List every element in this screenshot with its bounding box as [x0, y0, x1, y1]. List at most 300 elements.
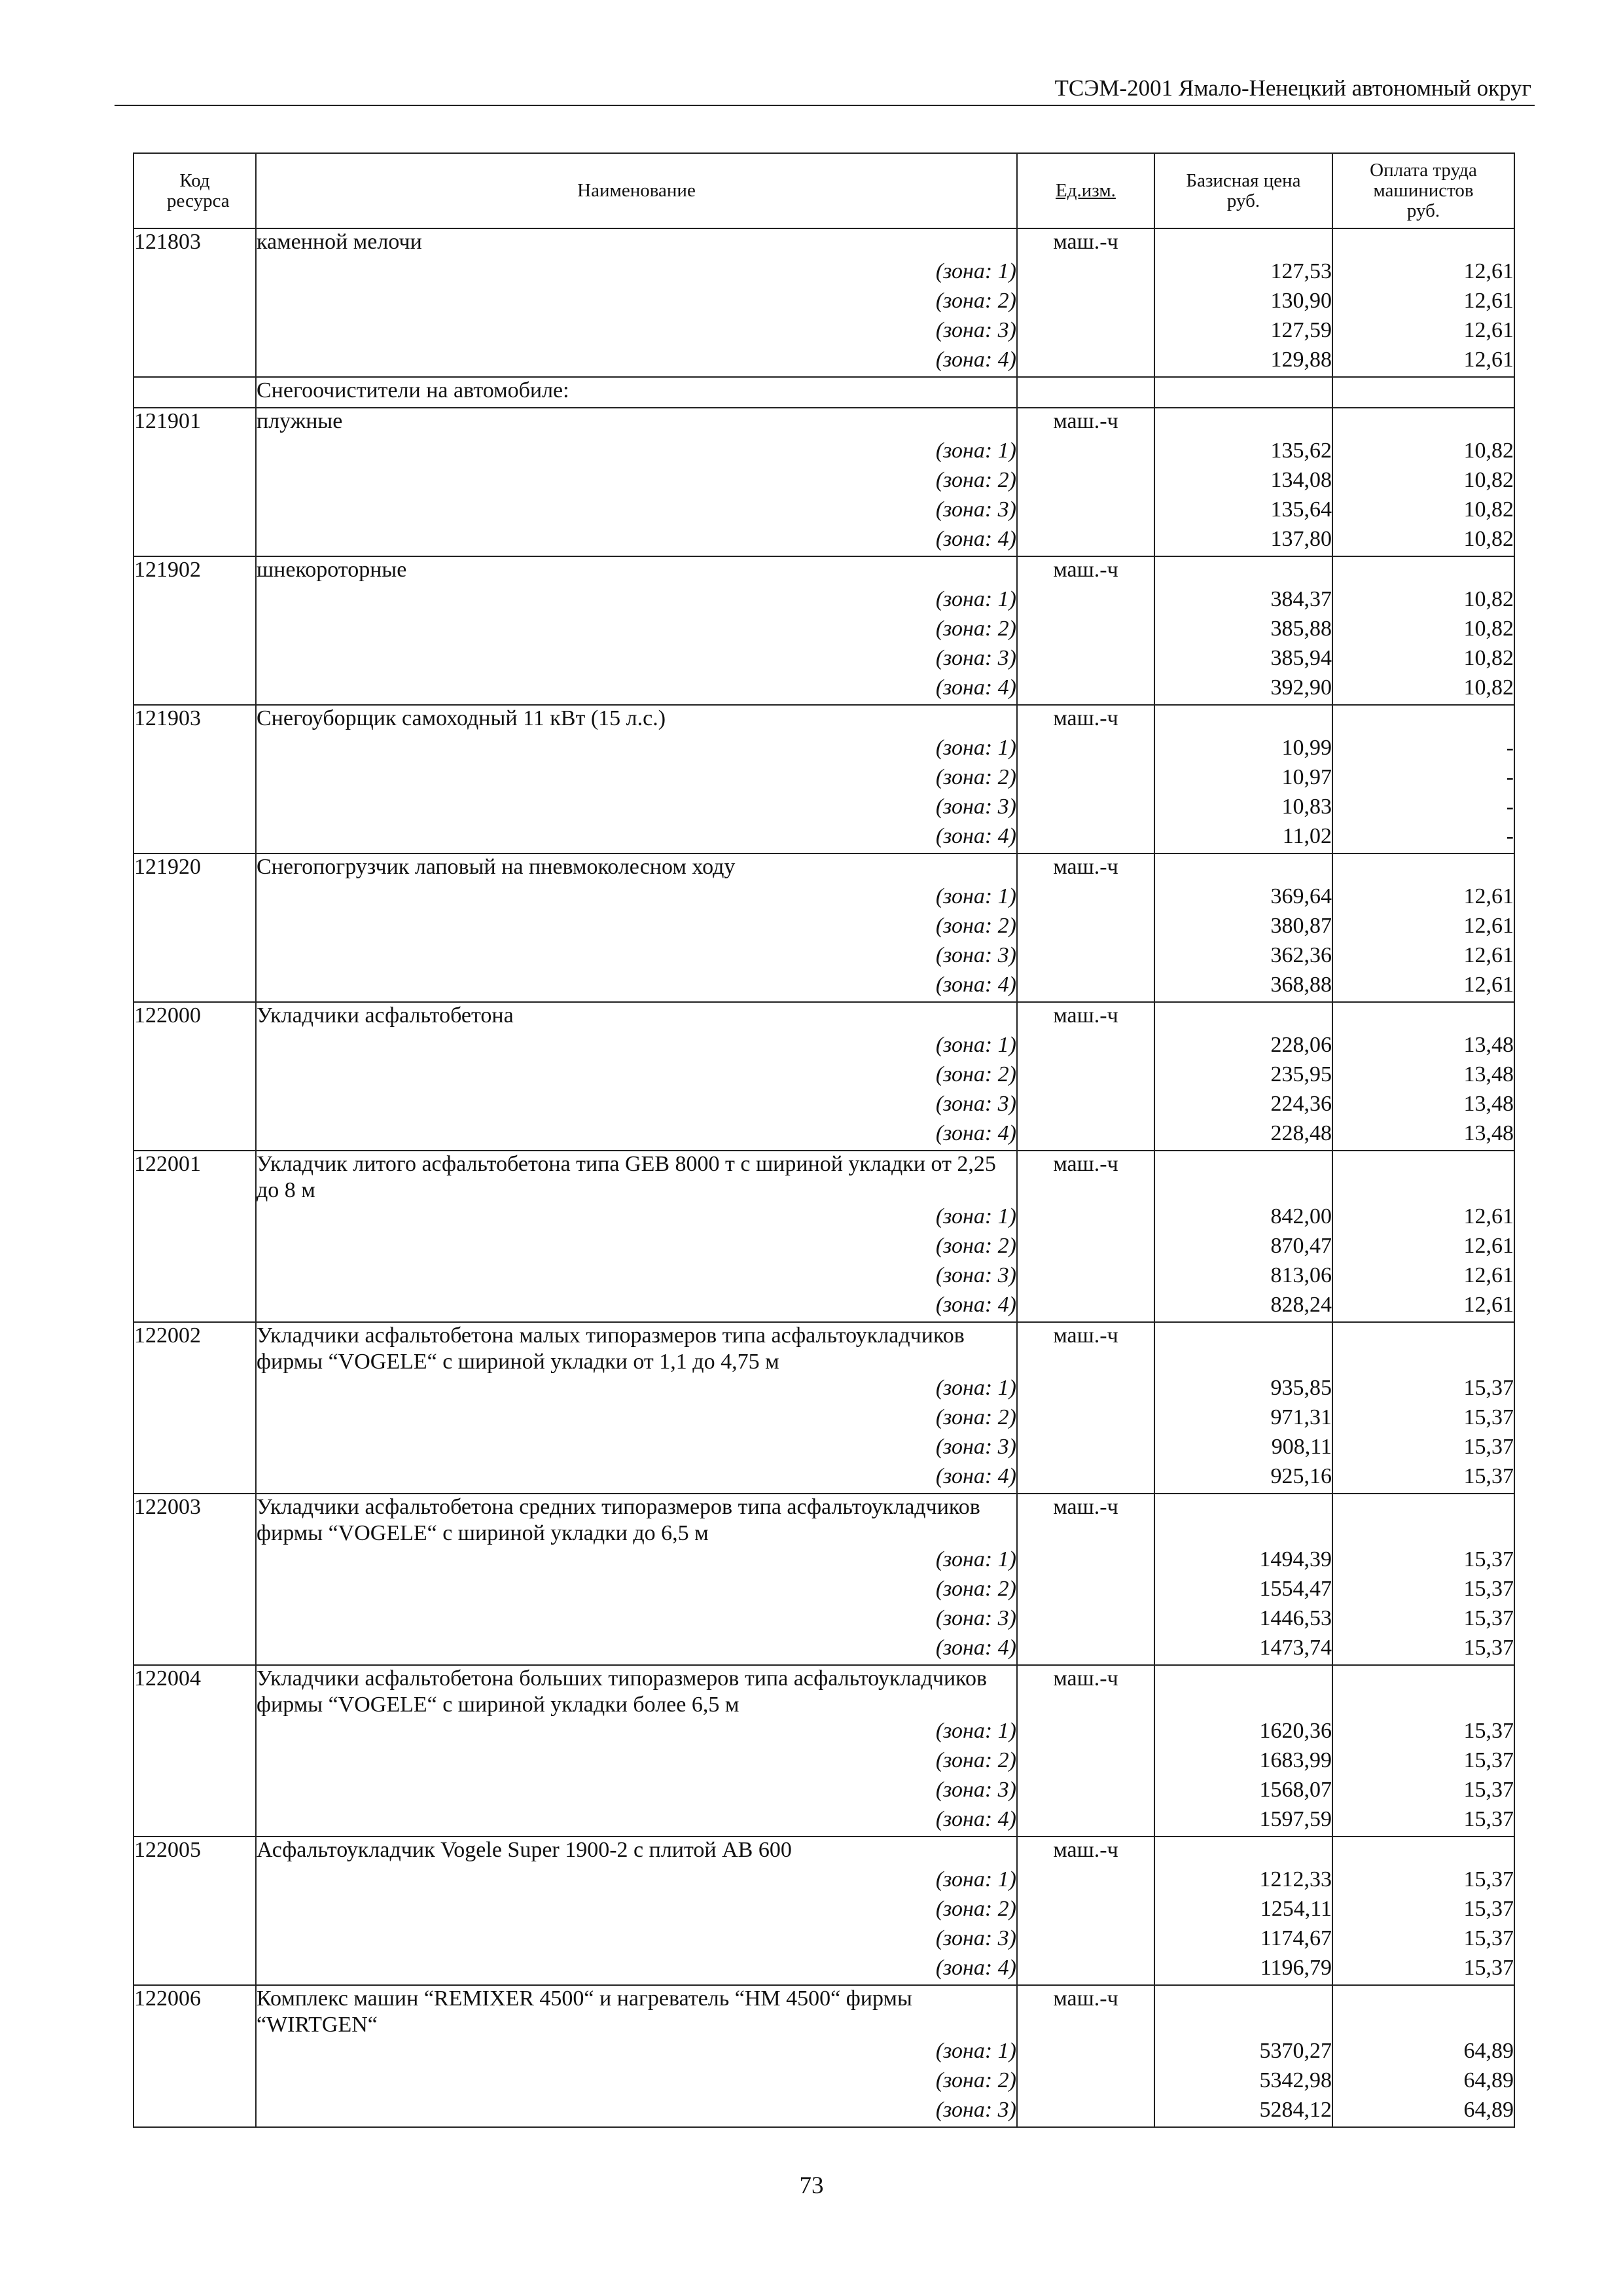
unit-cell — [1017, 1375, 1154, 1405]
base-price-cell: 135,62 — [1154, 438, 1332, 467]
base-price-cell: 5370,27 — [1154, 2038, 1332, 2068]
operator-pay-cell: 15,37 — [1332, 1576, 1514, 1605]
table-row-zone — [134, 1091, 1514, 1121]
operator-pay-cell: 64,89 — [1332, 2068, 1514, 2097]
base-price-cell — [1154, 1322, 1332, 1375]
operator-pay-cell: 13,48 — [1332, 1091, 1514, 1121]
unit-cell — [1017, 1405, 1154, 1434]
table-row-zone — [134, 259, 1514, 288]
table-row-zone — [134, 586, 1514, 616]
operator-pay-cell: 12,61 — [1332, 884, 1514, 913]
base-price-cell: 935,85 — [1154, 1375, 1332, 1405]
unit-cell — [1017, 735, 1154, 764]
unit-cell — [1017, 645, 1154, 675]
base-price-cell: 5342,98 — [1154, 2068, 1332, 2097]
operator-pay-cell — [1332, 377, 1514, 408]
operator-pay-cell — [1332, 1985, 1514, 2038]
table-row-item — [134, 228, 1514, 259]
unit-cell — [1017, 1955, 1154, 1985]
resource-code-cell — [134, 1405, 256, 1434]
resource-code-cell — [134, 1547, 256, 1576]
zone-label-cell: (зона: 1) — [256, 259, 1017, 288]
resource-code-cell — [134, 1292, 256, 1322]
table-row-zone — [134, 1405, 1514, 1434]
operator-pay-cell — [1332, 1002, 1514, 1032]
table-row-zone — [134, 1121, 1514, 1151]
resource-code-cell — [134, 1748, 256, 1777]
operator-pay-cell — [1332, 1494, 1514, 1547]
resource-name-cell: Снегоуборщик самоходный 11 кВт (15 л.с.) — [256, 705, 1017, 735]
operator-pay-cell — [1332, 705, 1514, 735]
zone-label-cell: (зона: 2) — [256, 1896, 1017, 1926]
table-row-zone — [134, 794, 1514, 823]
table-row-zone — [134, 1463, 1514, 1494]
base-price-cell: 1446,53 — [1154, 1605, 1332, 1635]
base-price-cell: 10,83 — [1154, 794, 1332, 823]
unit-cell — [1017, 1032, 1154, 1062]
resource-code-cell — [134, 1434, 256, 1463]
base-price-cell — [1154, 705, 1332, 735]
unit-cell — [1017, 1091, 1154, 1121]
table-row-zone — [134, 1204, 1514, 1233]
base-price-cell: 369,64 — [1154, 884, 1332, 913]
zone-label-cell: (зона: 3) — [256, 1091, 1017, 1121]
unit-cell — [1017, 1926, 1154, 1955]
base-price-cell: 224,36 — [1154, 1091, 1332, 1121]
operator-pay-cell: 12,61 — [1332, 288, 1514, 317]
unit-cell — [1017, 2068, 1154, 2097]
operator-pay-cell: 10,82 — [1332, 645, 1514, 675]
resource-code-cell — [134, 347, 256, 377]
table-row-item — [134, 1665, 1514, 1718]
base-price-cell: 1597,59 — [1154, 1806, 1332, 1837]
base-price-cell: 235,95 — [1154, 1062, 1332, 1091]
base-price-cell: 5284,12 — [1154, 2097, 1332, 2127]
unit-cell — [1017, 1062, 1154, 1091]
operator-pay-cell: 10,82 — [1332, 616, 1514, 645]
base-price-cell: 392,90 — [1154, 675, 1332, 705]
table-row-item — [134, 853, 1514, 884]
zone-label-cell: (зона: 1) — [256, 1547, 1017, 1576]
unit-cell — [1017, 317, 1154, 347]
resource-code-cell — [134, 616, 256, 645]
base-price-cell: 1494,39 — [1154, 1547, 1332, 1576]
unit-cell: маш.-ч — [1017, 1985, 1154, 2038]
base-price-cell: 385,88 — [1154, 616, 1332, 645]
zone-label-cell: (зона: 1) — [256, 1204, 1017, 1233]
base-price-cell: 1174,67 — [1154, 1926, 1332, 1955]
zone-label-cell: (зона: 2) — [256, 467, 1017, 497]
zone-label-cell: (зона: 2) — [256, 1405, 1017, 1434]
table-row-item — [134, 408, 1514, 438]
table-row-zone — [134, 913, 1514, 942]
operator-pay-cell: 64,89 — [1332, 2038, 1514, 2068]
operator-pay-cell: 15,37 — [1332, 1926, 1514, 1955]
zone-label-cell: (зона: 1) — [256, 2038, 1017, 2068]
table-row-zone — [134, 288, 1514, 317]
unit-cell — [1017, 586, 1154, 616]
table-row-zone — [134, 2068, 1514, 2097]
base-price-cell: 129,88 — [1154, 347, 1332, 377]
zone-label-cell: (зона: 2) — [256, 1233, 1017, 1263]
table-row-zone — [134, 1635, 1514, 1665]
unit-cell — [1017, 1292, 1154, 1322]
zone-label-cell: (зона: 3) — [256, 794, 1017, 823]
operator-pay-cell: 12,61 — [1332, 1292, 1514, 1322]
unit-cell — [1017, 1896, 1154, 1926]
operator-pay-cell: 15,37 — [1332, 1463, 1514, 1494]
table-row-zone — [134, 1576, 1514, 1605]
col-header-unit-label: Ед.изм. — [1056, 180, 1116, 201]
zone-label-cell: (зона: 3) — [256, 1605, 1017, 1635]
base-price-cell: 1568,07 — [1154, 1777, 1332, 1806]
unit-cell — [1017, 1463, 1154, 1494]
resource-code-cell — [134, 1806, 256, 1837]
resource-code-cell — [134, 1576, 256, 1605]
operator-pay-cell: - — [1332, 794, 1514, 823]
table-row-zone — [134, 347, 1514, 377]
resource-code-cell — [134, 1204, 256, 1233]
table-row-zone — [134, 735, 1514, 764]
unit-cell — [1017, 1806, 1154, 1837]
unit-cell — [1017, 497, 1154, 526]
zone-label-cell: (зона: 1) — [256, 438, 1017, 467]
operator-pay-cell: 12,61 — [1332, 259, 1514, 288]
unit-cell — [1017, 1576, 1154, 1605]
zone-label-cell: (зона: 2) — [256, 288, 1017, 317]
resource-name-cell: Укладчики асфальтобетона малых типоразмеров типа асфальтоукладчиков фирмы “VOGELE“ с шириной укладки от 1,1 до 4,75 м — [256, 1322, 1017, 1375]
operator-pay-cell: 10,82 — [1332, 497, 1514, 526]
unit-cell — [1017, 347, 1154, 377]
resource-name-cell: Снегоочистители на автомобиле: — [256, 377, 1017, 408]
zone-label-cell: (зона: 2) — [256, 1748, 1017, 1777]
resource-code-cell: 121901 — [134, 408, 256, 438]
table-row-zone — [134, 1777, 1514, 1806]
base-price-cell — [1154, 1837, 1332, 1867]
table-row-zone — [134, 1062, 1514, 1091]
col-header-unit — [1017, 153, 1154, 228]
resource-code-cell — [134, 1062, 256, 1091]
resource-code-cell — [134, 913, 256, 942]
resource-code-cell — [134, 735, 256, 764]
table-row-zone — [134, 1375, 1514, 1405]
unit-cell — [1017, 1777, 1154, 1806]
table-row-item — [134, 1837, 1514, 1867]
unit-cell — [1017, 467, 1154, 497]
base-price-cell: 925,16 — [1154, 1463, 1332, 1494]
table-row-zone — [134, 675, 1514, 705]
unit-cell — [1017, 259, 1154, 288]
base-price-cell: 368,88 — [1154, 972, 1332, 1002]
resource-code-cell: 121903 — [134, 705, 256, 735]
base-price-cell: 1254,11 — [1154, 1896, 1332, 1926]
operator-pay-cell: 15,37 — [1332, 1605, 1514, 1635]
table-row-item — [134, 1322, 1514, 1375]
resource-code-cell: 121920 — [134, 853, 256, 884]
operator-pay-cell: 15,37 — [1332, 1547, 1514, 1576]
unit-cell — [1017, 1718, 1154, 1748]
resource-code-cell: 122001 — [134, 1151, 256, 1204]
table-row-zone — [134, 645, 1514, 675]
base-price-cell: 384,37 — [1154, 586, 1332, 616]
resource-code-cell — [134, 1896, 256, 1926]
resource-price-table — [133, 152, 1515, 2128]
unit-cell: маш.-ч — [1017, 1002, 1154, 1032]
resource-code-cell — [134, 497, 256, 526]
base-price-cell — [1154, 1494, 1332, 1547]
table-row-zone — [134, 2038, 1514, 2068]
zone-label-cell: (зона: 4) — [256, 972, 1017, 1002]
operator-pay-cell: 12,61 — [1332, 317, 1514, 347]
unit-cell — [1017, 1233, 1154, 1263]
base-price-cell — [1154, 853, 1332, 884]
operator-pay-cell — [1332, 556, 1514, 586]
base-price-cell — [1154, 408, 1332, 438]
base-price-cell: 135,64 — [1154, 497, 1332, 526]
base-price-cell — [1154, 377, 1332, 408]
base-price-cell: 127,53 — [1154, 259, 1332, 288]
resource-name-cell: Снегопогрузчик лаповый на пневмоколесном ходу — [256, 853, 1017, 884]
operator-pay-cell: 13,48 — [1332, 1032, 1514, 1062]
operator-pay-cell — [1332, 1151, 1514, 1204]
unit-cell — [1017, 1121, 1154, 1151]
table-row-zone — [134, 1718, 1514, 1748]
unit-cell — [1017, 377, 1154, 408]
zone-label-cell: (зона: 2) — [256, 616, 1017, 645]
resource-code-cell — [134, 645, 256, 675]
unit-cell — [1017, 526, 1154, 556]
resource-code-cell — [134, 288, 256, 317]
table-row-item — [134, 1151, 1514, 1204]
operator-pay-cell: 13,48 — [1332, 1121, 1514, 1151]
resource-code-cell: 122004 — [134, 1665, 256, 1718]
resource-code-cell — [134, 1091, 256, 1121]
table-row-zone — [134, 884, 1514, 913]
unit-cell — [1017, 288, 1154, 317]
table-row-zone — [134, 1032, 1514, 1062]
unit-cell — [1017, 1635, 1154, 1665]
resource-code-cell — [134, 884, 256, 913]
zone-label-cell: (зона: 3) — [256, 317, 1017, 347]
operator-pay-cell: 12,61 — [1332, 913, 1514, 942]
resource-name-cell: каменной мелочи — [256, 228, 1017, 259]
unit-cell — [1017, 794, 1154, 823]
resource-code-cell — [134, 2068, 256, 2097]
resource-code-cell — [134, 2097, 256, 2127]
resource-code-cell: 122003 — [134, 1494, 256, 1547]
resource-code-cell — [134, 675, 256, 705]
operator-pay-cell: 15,37 — [1332, 1955, 1514, 1985]
zone-label-cell: (зона: 2) — [256, 764, 1017, 794]
base-price-cell — [1154, 1002, 1332, 1032]
operator-pay-cell: 12,61 — [1332, 1233, 1514, 1263]
base-price-cell: 1683,99 — [1154, 1748, 1332, 1777]
operator-pay-cell: 15,37 — [1332, 1434, 1514, 1463]
operator-pay-cell — [1332, 1322, 1514, 1375]
table-row-item — [134, 705, 1514, 735]
base-price-cell: 130,90 — [1154, 288, 1332, 317]
zone-label-cell: (зона: 3) — [256, 1434, 1017, 1463]
base-price-cell: 1554,47 — [1154, 1576, 1332, 1605]
unit-cell — [1017, 913, 1154, 942]
resource-code-cell — [134, 794, 256, 823]
zone-label-cell: (зона: 4) — [256, 1121, 1017, 1151]
unit-cell — [1017, 2038, 1154, 2068]
table-row-group — [134, 377, 1514, 408]
table-row-zone — [134, 438, 1514, 467]
operator-pay-cell: 10,82 — [1332, 675, 1514, 705]
col-header-price: Базисная цена руб. — [1154, 153, 1332, 228]
resource-code-cell — [134, 1955, 256, 1985]
zone-label-cell: (зона: 1) — [256, 1032, 1017, 1062]
zone-label-cell: (зона: 3) — [256, 2097, 1017, 2127]
unit-cell — [1017, 2097, 1154, 2127]
unit-cell: маш.-ч — [1017, 408, 1154, 438]
zone-label-cell: (зона: 4) — [256, 675, 1017, 705]
table-row-item — [134, 1494, 1514, 1547]
zone-label-cell: (зона: 1) — [256, 1375, 1017, 1405]
table-row-zone — [134, 942, 1514, 972]
resource-name-cell: Укладчик литого асфальтобетона типа GEB 8000 т с шириной укладки от 2,25 до 8 м — [256, 1151, 1017, 1204]
zone-label-cell: (зона: 3) — [256, 1263, 1017, 1292]
zone-label-cell: (зона: 4) — [256, 1955, 1017, 1985]
unit-cell — [1017, 764, 1154, 794]
table-row-zone — [134, 497, 1514, 526]
unit-cell — [1017, 1605, 1154, 1635]
base-price-cell: 828,24 — [1154, 1292, 1332, 1322]
zone-label-cell: (зона: 1) — [256, 1718, 1017, 1748]
resource-code-cell — [134, 526, 256, 556]
resource-code-cell — [134, 1926, 256, 1955]
resource-code-cell — [134, 972, 256, 1002]
resource-code-cell — [134, 823, 256, 853]
table-row-zone — [134, 823, 1514, 853]
resource-code-cell — [134, 1777, 256, 1806]
base-price-cell — [1154, 1151, 1332, 1204]
resource-code-cell — [134, 438, 256, 467]
base-price-cell: 908,11 — [1154, 1434, 1332, 1463]
resource-code-cell — [134, 1718, 256, 1748]
table-row-item — [134, 556, 1514, 586]
operator-pay-cell: 12,61 — [1332, 972, 1514, 1002]
zone-label-cell: (зона: 1) — [256, 586, 1017, 616]
zone-label-cell: (зона: 3) — [256, 1777, 1017, 1806]
operator-pay-cell: 12,61 — [1332, 347, 1514, 377]
unit-cell: маш.-ч — [1017, 1322, 1154, 1375]
operator-pay-cell: 15,37 — [1332, 1718, 1514, 1748]
operator-pay-cell: - — [1332, 823, 1514, 853]
zone-label-cell: (зона: 2) — [256, 2068, 1017, 2097]
operator-pay-cell: 15,37 — [1332, 1896, 1514, 1926]
table-row-zone — [134, 1233, 1514, 1263]
base-price-cell: 11,02 — [1154, 823, 1332, 853]
table-row-zone — [134, 526, 1514, 556]
page-number: 73 — [799, 2172, 824, 2199]
resource-code-cell — [134, 1263, 256, 1292]
table-row-zone — [134, 1926, 1514, 1955]
unit-cell — [1017, 823, 1154, 853]
operator-pay-cell: 10,82 — [1332, 526, 1514, 556]
table-row-zone — [134, 1434, 1514, 1463]
resource-code-cell — [134, 1233, 256, 1263]
zone-label-cell: (зона: 3) — [256, 497, 1017, 526]
operator-pay-cell: 15,37 — [1332, 1748, 1514, 1777]
unit-cell: маш.-ч — [1017, 556, 1154, 586]
operator-pay-cell: 15,37 — [1332, 1806, 1514, 1837]
zone-label-cell: (зона: 1) — [256, 1867, 1017, 1896]
base-price-cell: 385,94 — [1154, 645, 1332, 675]
table-row-zone — [134, 1867, 1514, 1896]
resource-code-cell: 122006 — [134, 1985, 256, 2038]
table-row-zone — [134, 1806, 1514, 1837]
base-price-cell: 971,31 — [1154, 1405, 1332, 1434]
table-row-zone — [134, 764, 1514, 794]
zone-label-cell: (зона: 4) — [256, 526, 1017, 556]
unit-cell — [1017, 1263, 1154, 1292]
resource-name-cell: Асфальтоукладчик Vogele Super 1900-2 с плитой AB 600 — [256, 1837, 1017, 1867]
base-price-cell: 127,59 — [1154, 317, 1332, 347]
operator-pay-cell — [1332, 1837, 1514, 1867]
table-row-item — [134, 1985, 1514, 2038]
unit-cell — [1017, 616, 1154, 645]
base-price-cell: 10,99 — [1154, 735, 1332, 764]
table-row-zone — [134, 1292, 1514, 1322]
resource-code-cell — [134, 1867, 256, 1896]
resource-code-cell: 122000 — [134, 1002, 256, 1032]
col-header-code: Код ресурса — [134, 153, 256, 228]
table-row-item — [134, 1002, 1514, 1032]
zone-label-cell: (зона: 1) — [256, 735, 1017, 764]
unit-cell — [1017, 675, 1154, 705]
unit-cell: маш.-ч — [1017, 1837, 1154, 1867]
base-price-cell: 10,97 — [1154, 764, 1332, 794]
table-row-zone — [134, 1547, 1514, 1576]
table-body — [134, 228, 1514, 2127]
unit-cell: маш.-ч — [1017, 853, 1154, 884]
operator-pay-cell: 15,37 — [1332, 1867, 1514, 1896]
base-price-cell: 842,00 — [1154, 1204, 1332, 1233]
resource-code-cell: 121902 — [134, 556, 256, 586]
zone-label-cell: (зона: 2) — [256, 1062, 1017, 1091]
resource-code-cell — [134, 1463, 256, 1494]
unit-cell — [1017, 1748, 1154, 1777]
resource-code-cell — [134, 1605, 256, 1635]
operator-pay-cell — [1332, 853, 1514, 884]
unit-cell: маш.-ч — [1017, 1151, 1154, 1204]
resource-name-cell: шнекороторные — [256, 556, 1017, 586]
resource-code-cell — [134, 586, 256, 616]
base-price-cell: 870,47 — [1154, 1233, 1332, 1263]
unit-cell — [1017, 884, 1154, 913]
unit-cell — [1017, 1204, 1154, 1233]
unit-cell — [1017, 1434, 1154, 1463]
resource-code-cell — [134, 467, 256, 497]
zone-label-cell: (зона: 4) — [256, 1292, 1017, 1322]
operator-pay-cell: 10,82 — [1332, 586, 1514, 616]
operator-pay-cell: - — [1332, 735, 1514, 764]
base-price-cell: 813,06 — [1154, 1263, 1332, 1292]
base-price-cell: 380,87 — [1154, 913, 1332, 942]
resource-code-cell: 121803 — [134, 228, 256, 259]
zone-label-cell: (зона: 3) — [256, 1926, 1017, 1955]
operator-pay-cell: 12,61 — [1332, 1204, 1514, 1233]
zone-label-cell: (зона: 3) — [256, 645, 1017, 675]
table-row-zone — [134, 1955, 1514, 1985]
col-header-name: Наименование — [256, 153, 1017, 228]
base-price-cell — [1154, 1665, 1332, 1718]
resource-code-cell — [134, 1635, 256, 1665]
resource-code-cell — [134, 1121, 256, 1151]
